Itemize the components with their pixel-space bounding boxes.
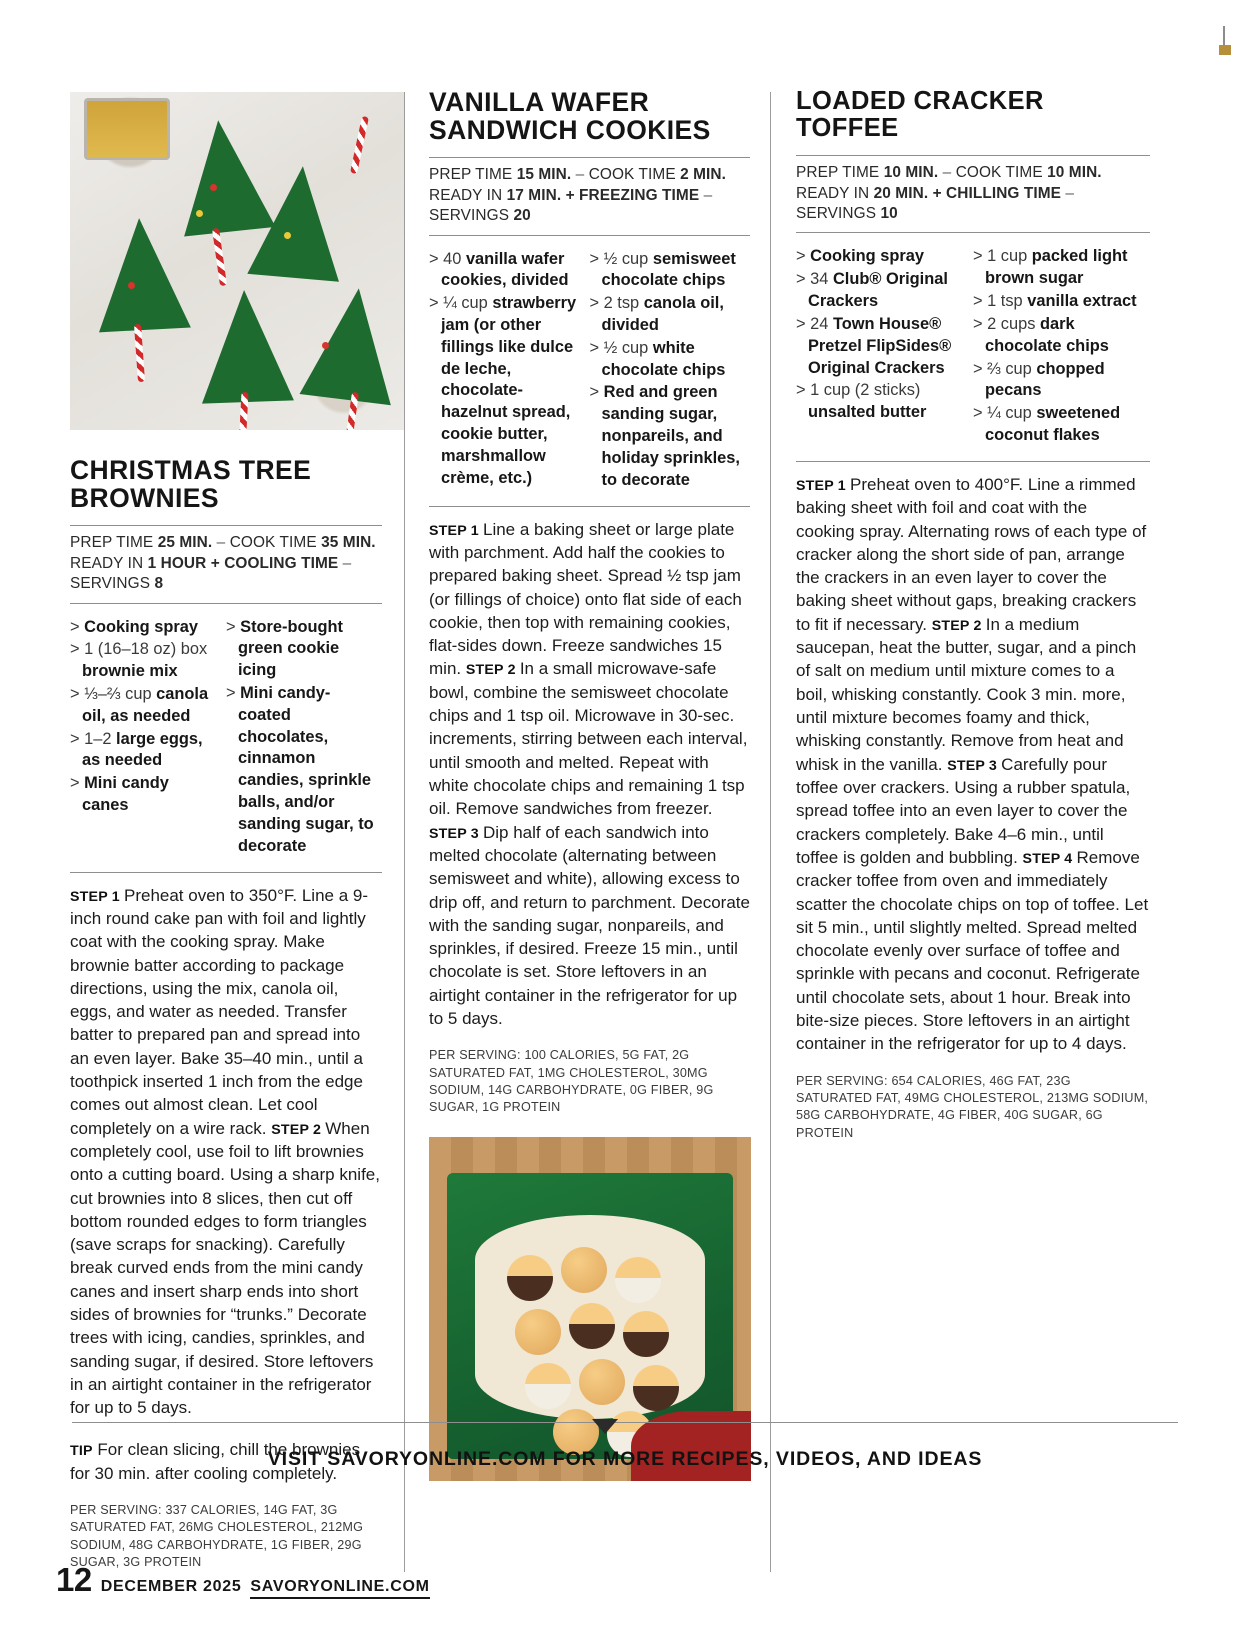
step-label: STEP 2	[271, 1121, 326, 1138]
ingredient-list	[796, 233, 1150, 460]
ingredient-item	[70, 617, 218, 639]
step-text: Line a baking sheet or large plate with parchment. Add half the cookies to prepared baking sheet. Spread ½ tsp jam (or fillings of choice) onto flat side of each cookie, then top with remaining cookies, flat-sides down. Freeze sandwiches 15 min.	[429, 519, 742, 679]
ingredient-name: vanilla extract	[1027, 292, 1137, 311]
servings-label: SERVINGS	[429, 207, 510, 225]
ingredient-amount: 34	[810, 270, 833, 289]
ingredient-name: canola oil, as needed	[82, 685, 209, 725]
ingredient-bullet: >	[973, 314, 988, 333]
recipe-meta: PREP TIME 15 MIN. – COOK TIME 2 MIN. READY IN 17 MIN. + FREEZING TIME – SERVINGS 20	[429, 166, 727, 225]
ingredient-name: Mini candy canes	[82, 774, 169, 815]
ingredient-name: Club® Original Crackers	[808, 270, 948, 311]
ingredient-amount: ½ cup	[603, 249, 653, 268]
tip-label: TIP	[70, 1443, 93, 1460]
ingredient-item	[973, 359, 1142, 403]
ingredient-amount: 24	[810, 314, 833, 333]
ingredient-item	[796, 380, 965, 424]
ingredient-bullet: >	[973, 359, 988, 378]
ingredient-column-right	[590, 249, 751, 493]
ingredient-amount: ⅓–⅔ cup	[84, 685, 157, 704]
ingredient-name: Cooking spray	[810, 247, 924, 266]
ingredient-amount: 40	[443, 249, 466, 268]
ingredient-item	[973, 314, 1142, 358]
directions	[70, 873, 382, 1420]
ingredient-bullet: >	[429, 294, 444, 313]
ingredient-item	[590, 338, 743, 382]
ingredient-name: chopped pecans	[985, 359, 1105, 400]
ingredient-name: Cooking spray	[84, 617, 198, 636]
ingredient-name: dark chocolate chips	[985, 314, 1109, 355]
ingredient-bullet: >	[226, 684, 241, 703]
directions	[796, 462, 1150, 1056]
step-label: STEP 2	[931, 617, 986, 634]
ingredient-item	[973, 291, 1142, 313]
promo-text: VISIT SAVORYONLINE.COM FOR MORE RECIPES, VIDEOS, AND IDEAS	[267, 1448, 983, 1470]
ready-in-value: 17 MIN. + FREEZING TIME	[506, 186, 700, 204]
ingredient-item	[70, 639, 218, 683]
ingredient-list	[70, 604, 382, 872]
ingredient-column-left	[70, 617, 226, 859]
ingredient-amount: 1 cup	[987, 247, 1032, 266]
ingredient-name: white chocolate chips	[601, 338, 726, 379]
ingredient-column-left	[796, 246, 973, 447]
servings-value: 8	[154, 575, 164, 593]
directions	[429, 507, 750, 1031]
ingredient-item	[590, 293, 743, 337]
ingredient-bullet: >	[70, 640, 85, 659]
step-text: Remove cracker toffee from oven and immediately scatter the chocolate chips on top of toffee. Let sit 5 min., until slightly melted. Spread melted chocolate evenly over surface of toffee and sprinkle with pecans and coconut. Refrigerate until chocolate sets, about 1 hour. Break into bite-size pieces. Store leftovers in an airtight container in the refrigerator for up to 4 days.	[796, 847, 1149, 1054]
ingredient-column-right	[973, 246, 1150, 447]
step-text: When completely cool, use foil to lift brownies onto a cutting board. Using a sharp knife, cut brownies into 8 slices, then cut off bottom rounded edges to form triangles (save scraps for snacking). Carefully break curved ends from the mini candy canes and insert sharp ends into short sides of brownies for “trunks.” Decorate trees with icing, candies, sprinkles, and sanding sugar, if desired. Store leftovers in an airtight container in the refrigerator for up to 5 days.	[70, 1118, 380, 1418]
ingredient-bullet: >	[973, 292, 988, 311]
ingredient-item	[973, 403, 1142, 447]
step-text: Preheat oven to 400°F. Line a rimmed baking sheet with foil and coat with the cooking spray. Alternating rows of each type of cracker along the short side of pan, arrange the crackers in an even layer to cover the baking sheet without gaps, breaking crackers to fit if necessary.	[796, 474, 1147, 634]
step-text: Dip half of each sandwich into melted chocolate (alternating between semisweet and white), allowing excess to drip off, and return to parchment. Decorate with the sanding sugar, nonpareils, and sprinkles, if desired. Freeze 15 min., until chocolate is set. Store leftovers in an airtight container in the refrigerator for up to 5 days.	[429, 822, 750, 1028]
ready-in-value: 20 MIN. + CHILLING TIME	[873, 184, 1062, 202]
servings-label: SERVINGS	[70, 575, 151, 593]
step-label: STEP 3	[947, 757, 1002, 774]
ingredient-bullet: >	[70, 617, 85, 636]
ingredient-amount: ⅔ cup	[987, 359, 1037, 378]
ingredient-name: Mini candy-coated chocolates, cinnamon candies, sprinkle balls, and/or sanding sugar, to decorate	[238, 684, 374, 855]
ingredient-item	[796, 269, 965, 313]
ingredient-amount: ½ cup	[603, 338, 653, 357]
recipe-columns	[70, 87, 1180, 1572]
ingredient-bullet: >	[973, 247, 988, 266]
footer-website-link[interactable]: SAVORYONLINE.COM	[250, 1578, 429, 1599]
step-label: STEP 3	[429, 825, 483, 842]
recipe-meta: PREP TIME 25 MIN. – COOK TIME 35 MIN. READY IN 1 HOUR + COOLING TIME – SERVINGS 8	[70, 534, 376, 593]
ingredient-bullet: >	[796, 381, 811, 400]
nutrition-info: PER SERVING: 100 CALORIES, 5G FAT, 2G SATURATED FAT, 1MG CHOLESTEROL, 30MG SODIUM, 14G CARBOHYDRATE, 0G FIBER, 9G SUGAR, 1G PROTEIN	[429, 1048, 714, 1115]
cook-time-value: 35 MIN.	[321, 534, 376, 552]
ingredient-column-left	[429, 249, 590, 493]
cook-time-label: COOK TIME	[588, 166, 676, 184]
prep-time-label: PREP TIME	[796, 164, 880, 182]
recipe-title: VANILLA WAFER SANDWICH COOKIES	[429, 87, 711, 146]
recipe-column-loaded-cracker-toffee	[770, 87, 1150, 1572]
ingredient-name: Store-bought green cookie icing	[238, 617, 344, 680]
step-text: In a small microwave-safe bowl, combine the semisweet chocolate chips and 1 tsp oil. Microwave in 30-sec. increments, stirring between each interval, until smooth and melted. Repeat with white chocolate chips and remaining 1 tsp oil. Remove sandwiches from freezer.	[429, 659, 748, 819]
ingredient-amount: 1–2	[84, 729, 117, 748]
step-label: STEP 4	[1022, 850, 1077, 867]
ingredient-bullet: >	[70, 729, 85, 748]
ingredient-item	[590, 249, 743, 293]
page-footer	[56, 1561, 430, 1599]
ingredient-name: sweetened coconut flakes	[985, 404, 1121, 444]
ingredient-item	[70, 729, 218, 773]
cook-time-label: COOK TIME	[955, 164, 1043, 182]
ingredient-amount: ¼ cup	[987, 404, 1037, 423]
step-label: STEP 1	[796, 477, 850, 494]
tip-text: For clean slicing, chill the brownies for 30 min. after cooling completely.	[70, 1440, 361, 1483]
ingredient-name: semisweet chocolate chips	[601, 249, 736, 290]
ingredient-bullet: >	[589, 383, 604, 402]
recipe-meta: PREP TIME 10 MIN. – COOK TIME 10 MIN. READY IN 20 MIN. + CHILLING TIME – SERVINGS 10	[796, 164, 1102, 222]
ingredient-item	[70, 684, 218, 728]
ingredient-item	[226, 683, 374, 858]
ready-in-label: READY IN	[429, 186, 503, 204]
ingredient-bullet: >	[973, 404, 988, 423]
promo-arrow-icon	[592, 1419, 618, 1434]
ingredient-name: canola oil, divided	[601, 294, 724, 335]
prep-time-value: 25 MIN.	[157, 534, 213, 552]
promo-divider	[72, 1422, 1178, 1423]
cook-time-value: 2 MIN.	[680, 166, 727, 184]
ingredient-bullet: >	[226, 617, 241, 636]
recipe-title: LOADED CRACKER TOFFEE	[796, 87, 1044, 143]
ingredient-bullet: >	[796, 270, 811, 289]
corner-registration-mark	[1216, 26, 1232, 54]
ingredient-item	[429, 249, 582, 293]
ingredient-bullet: >	[429, 249, 444, 268]
folio-number: 12	[56, 1561, 92, 1598]
ingredient-name: large eggs, as needed	[82, 729, 203, 770]
servings-value: 20	[513, 207, 531, 225]
ingredient-bullet: >	[589, 249, 604, 268]
nutrition-info: PER SERVING: 654 CALORIES, 46G FAT, 23G SATURATED FAT, 49MG CHOLESTEROL, 213MG SODIUM, 58G CARBOHYDRATE, 4G FIBER, 40G SUGAR, 6G PROTEIN	[796, 1073, 1149, 1140]
recipe-title: CHRISTMAS TREE BROWNIES	[70, 455, 312, 514]
step-text: Carefully pour toffee over crackers. Using a rubber spatula, spread toffee into an even layer to cover the crackers completely. Bake 4–6 min., until toffee is golden and bubbling.	[796, 754, 1131, 867]
ingredient-name: Red and green sanding sugar, nonpareils, and holiday sprinkles, to decorate	[601, 383, 740, 489]
ready-in-label: READY IN	[70, 554, 144, 572]
issue-date: DECEMBER 2025	[100, 1578, 242, 1595]
ingredient-bullet: >	[70, 774, 85, 793]
nutrition-info: PER SERVING: 337 CALORIES, 14G FAT, 3G SATURATED FAT, 26MG CHOLESTEROL, 212MG SODIUM, 48G CARBOHYDRATE, 1G FIBER, 29G SUGAR, 3G PROTEIN	[70, 1503, 364, 1570]
cook-time-label: COOK TIME	[229, 534, 317, 552]
ingredient-name: Town House® Pretzel FlipSides® Original Crackers	[808, 314, 952, 377]
ingredient-item	[973, 246, 1142, 290]
servings-value: 10	[880, 205, 898, 222]
step-label: STEP 1	[429, 522, 483, 539]
recipe-column-vanilla-wafer-sandwich-cookies	[404, 87, 770, 1572]
ready-in-value: 1 HOUR + COOLING TIME	[147, 554, 339, 572]
ingredient-bullet: >	[796, 314, 811, 333]
ingredient-bullet: >	[70, 685, 85, 704]
step-label: STEP 1	[70, 888, 124, 905]
ingredient-amount: 1 (16–18 oz) box	[84, 640, 208, 659]
servings-label: SERVINGS	[796, 205, 877, 222]
ready-in-label: READY IN	[796, 184, 870, 202]
ingredient-amount: 1 tsp	[987, 292, 1028, 311]
ingredient-name: unsalted butter	[808, 403, 927, 422]
ingredient-column-right	[226, 617, 382, 859]
recipe-column-christmas-tree-brownies	[70, 92, 404, 1572]
ingredient-amount: 2 cups	[987, 314, 1040, 333]
ingredient-amount: ¼ cup	[443, 294, 493, 313]
step-text: In a medium saucepan, heat the butter, sugar, and a pinch of salt on medium until mixture comes to a boil, whisking constantly. Cook 3 min. more, until mixture becomes foamy and thick, whisking constantly. Remove from heat and whisk in the vanilla.	[796, 614, 1137, 774]
ingredient-amount: 1 cup (2 sticks)	[810, 381, 921, 400]
ingredient-list	[429, 236, 750, 506]
ingredient-item	[226, 617, 374, 682]
christmas-tree-brownies-photo	[70, 92, 404, 430]
ingredient-bullet: >	[796, 247, 811, 266]
ingredient-name: brownie mix	[82, 662, 178, 681]
ingredient-bullet: >	[589, 338, 604, 357]
vanilla-wafer-sandwich-cookies-photo	[429, 1137, 751, 1481]
prep-time-value: 15 MIN.	[516, 166, 572, 184]
ingredient-amount: 2 tsp	[603, 294, 644, 313]
ingredient-bullet: >	[589, 294, 604, 313]
ingredient-name: packed light brown sugar	[985, 247, 1128, 288]
ingredient-item	[590, 382, 743, 491]
ingredient-item	[796, 314, 965, 379]
ingredient-item	[429, 293, 582, 489]
ingredient-item	[796, 246, 965, 268]
prep-time-label: PREP TIME	[429, 166, 513, 184]
ingredient-name: vanilla wafer cookies, divided	[441, 249, 569, 290]
step-label: STEP 2	[465, 662, 520, 679]
ingredient-name: strawberry jam (or other fillings like dulce de leche, chocolate-hazelnut spread, cookie butter, marshmallow crème, etc.)	[441, 294, 577, 487]
prep-time-label: PREP TIME	[70, 534, 154, 552]
ingredient-item	[70, 773, 218, 817]
prep-time-value: 10 MIN.	[883, 164, 939, 182]
cook-time-value: 10 MIN.	[1047, 164, 1102, 182]
step-text: Preheat oven to 350°F. Line a 9-inch round cake pan with foil and lightly coat with the cooking spray. Make brownie batter according to package directions, using the mix, canola oil, eggs, and water as needed. Transfer batter to prepared pan and spread into an even layer. Bake 35–40 min., until a toothpick inserted 1 inch from the edge comes out almost clean. Let cool completely on a wire rack.	[70, 885, 369, 1138]
